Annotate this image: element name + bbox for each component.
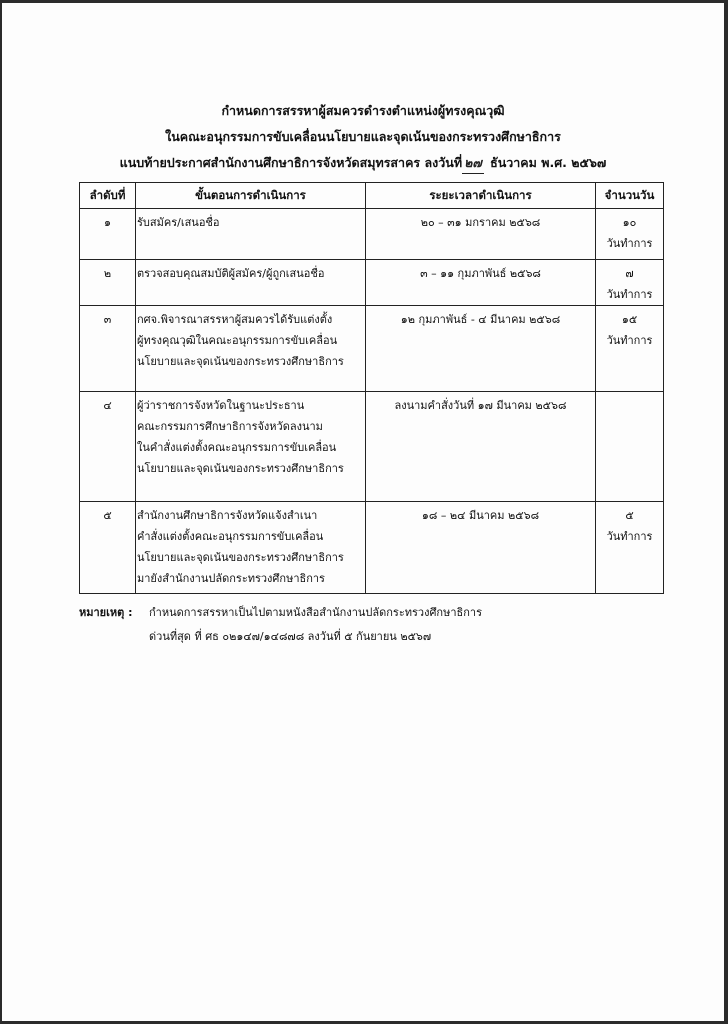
row-number: ๓ [80,306,136,392]
row-days [596,392,664,502]
row-step [136,502,366,594]
step-line: นโยบายและจุดเน้นของกระทรวงศึกษาธิการ [137,551,344,564]
days-unit: วันทำการ [606,530,653,543]
row-number: ๑ [80,209,136,260]
row-days [596,502,664,594]
days-value: ๕ [625,509,634,522]
step-line: นโยบายและจุดเน้นของกระทรวงศึกษาธิการ [137,355,344,368]
table-row [80,502,664,594]
step-line: สำนักงานศึกษาธิการจังหวัดแจ้งสำเนา [137,509,318,522]
days-value: ๑๐ [622,216,637,229]
footnote-line-1: กำหนดการสรรหาเป็นไปตามหนังสือสำนักงานปลัดกระทรวงศึกษาธิการ [149,606,482,619]
step-line: รับสมัคร/เสนอชื่อ [137,216,220,229]
step-line: คำสั่งแต่งตั้งคณะอนุกรรมการขับเคลื่อน [137,530,324,543]
row-period: ลงนามคำสั่งวันที่ ๑๗ มีนาคม ๒๕๖๘ [366,392,596,502]
column-header-days: จำนวนวัน [596,183,664,209]
step-line: ตรวจสอบคุณสมบัติผู้สมัคร/ผู้ถูกเสนอชื่อ [137,267,325,280]
row-step [136,306,366,392]
row-days [596,209,664,260]
row-step [136,260,366,306]
title-line-2: ในคณะอนุกรรมการขับเคลื่อนนโยบายและจุดเน้นของกระทรวงศึกษาธิการ [165,129,561,144]
footnote-line-2: ด่วนที่สุด ที่ ศธ ๐๒๑๔๗/๑๔๘๗๘ ลงวันที่ ๕ กันยายน ๒๕๖๗ [149,630,432,643]
row-number: ๔ [80,392,136,502]
row-days [596,306,664,392]
days-unit: วันทำการ [606,288,653,301]
schedule-table [79,182,664,594]
step-line: ในคำสั่งแต่งตั้งคณะอนุกรรมการขับเคลื่อน [137,441,337,454]
days-unit: วันทำการ [606,237,653,250]
step-line: คณะกรรมการศึกษาธิการจังหวัดลงนาม [137,420,323,433]
table-row [80,209,664,260]
column-header-order: ลำดับที่ [80,183,136,209]
table-row [80,260,664,306]
table-row [80,306,664,392]
step-line: นโยบายและจุดเน้นของกระทรวงศึกษาธิการ [137,462,344,475]
footnote-text [149,601,482,649]
step-line: มายังสำนักงานปลัดกระทรวงศึกษาธิการ [137,572,325,585]
table-row [80,392,664,502]
title-line-1: กำหนดการสรรหาผู้สมควรดำรงตำแหน่งผู้ทรงคุณวุฒิ [221,103,505,118]
title-line-3-suffix: ธันวาคม พ.ศ. ๒๕๖๗ [490,155,607,170]
days-unit: วันทำการ [606,334,653,347]
row-period: ๑๘ – ๒๔ มีนาคม ๒๕๖๘ [366,502,596,594]
handwritten-day: ๒๗ [462,153,484,174]
row-days [596,260,664,306]
row-number: ๒ [80,260,136,306]
title-line-3-prefix: แนบท้ายประกาศสำนักงานศึกษาธิการจังหวัดสมุทรสาคร ลงวันที่ [119,155,463,170]
step-line: กศจ.พิจารณาสรรหาผู้สมควรได้รับแต่งตั้ง [137,313,333,326]
row-step [136,209,366,260]
step-line: ผู้ทรงคุณวุฒิในคณะอนุกรรมการขับเคลื่อน [137,334,338,347]
days-value: ๑๕ [621,313,638,326]
row-period: ๑๒ กุมภาพันธ์ - ๔ มีนาคม ๒๕๖๘ [366,306,596,392]
days-value: ๗ [625,267,634,280]
column-header-step: ขั้นตอนการดำเนินการ [136,183,366,209]
step-line: ผู้ว่าราชการจังหวัดในฐานะประธาน [137,399,305,412]
title-line-3 [2,153,724,174]
column-header-period: ระยะเวลาดำเนินการ [366,183,596,209]
row-period: ๓ – ๑๑ กุมภาพันธ์ ๒๕๖๘ [366,260,596,306]
document-page [2,3,724,1021]
row-step [136,392,366,502]
footnote-label: หมายเหตุ : [79,606,133,619]
row-number: ๕ [80,502,136,594]
row-period: ๒๐ – ๓๑ มกราคม ๒๕๖๘ [366,209,596,260]
table-header-row [80,183,664,209]
